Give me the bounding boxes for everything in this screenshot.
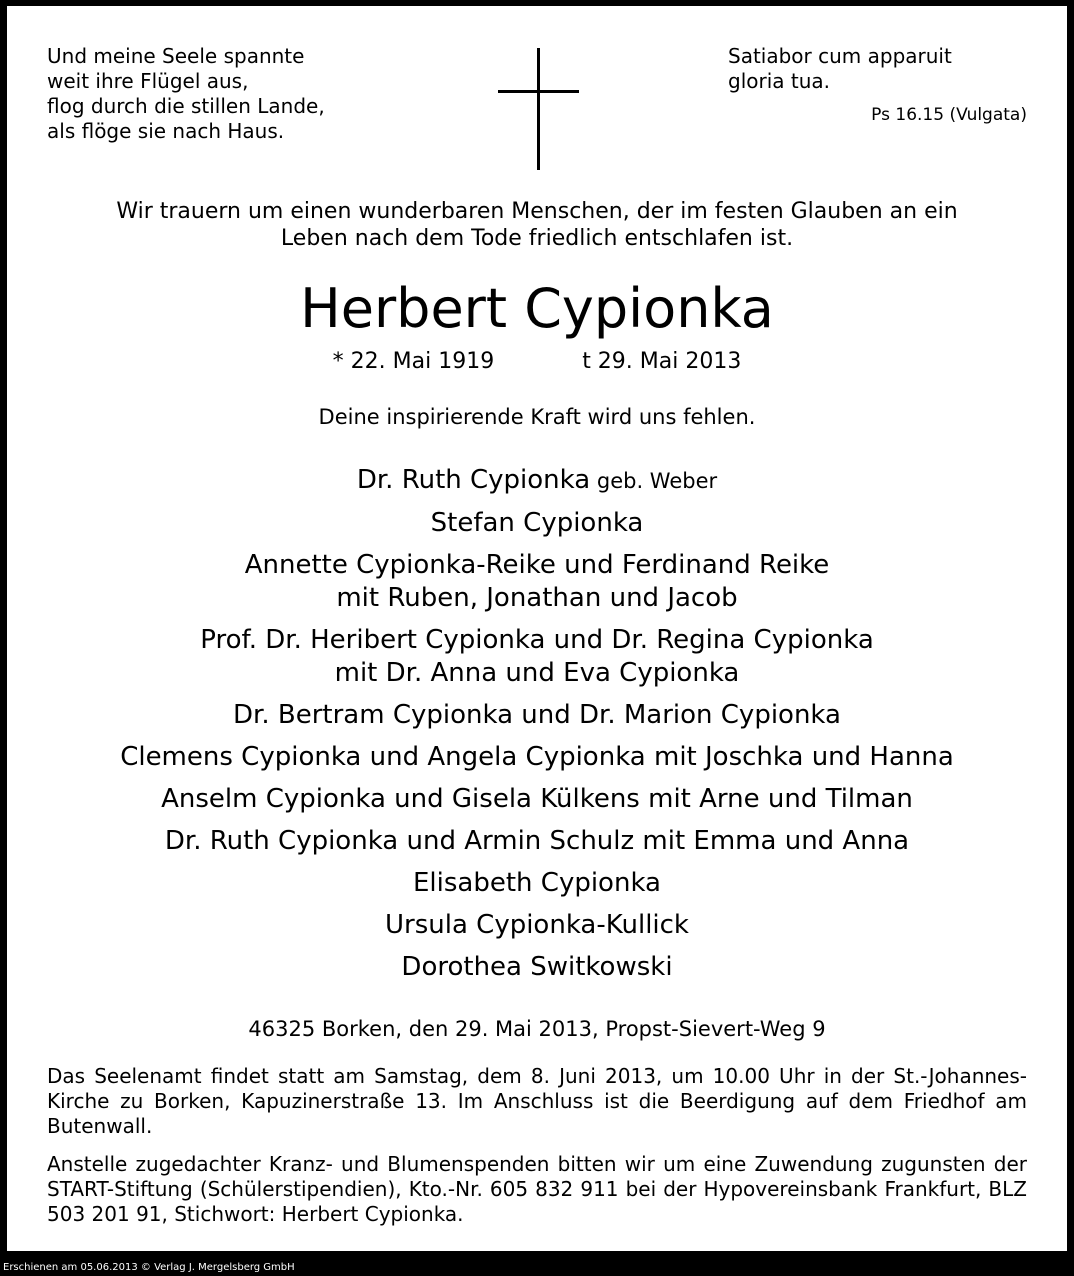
mourner-entry (7, 507, 1067, 540)
bible-reference: Ps 16.15 (Vulgata) (871, 105, 1027, 125)
cross-icon (537, 48, 540, 170)
bible-line: Satiabor cum apparuit (728, 44, 952, 68)
mourner-entry (7, 549, 1067, 615)
mourner-entry (7, 951, 1067, 984)
mourner-suffix: geb. Weber (590, 469, 718, 493)
mourner-name: Clemens Cypionka und Angela Cypionka mit Joschka und Hanna (120, 742, 954, 772)
mourner-entry (7, 783, 1067, 816)
cross-icon-bar (498, 90, 579, 93)
mourner-entry (7, 464, 1067, 498)
mourners-list (7, 464, 1067, 993)
mourner-name: Annette Cypionka-Reike und Ferdinand Reike (244, 550, 830, 580)
intro-line: Wir trauern um einen wunderbaren Menschen, der im festen Glauben an ein (116, 199, 958, 224)
mourner-name: Dr. Ruth Cypionka (356, 465, 591, 495)
birth-date: * 22. Mai 1919 (332, 349, 495, 374)
mourner-name: Dorothea Switkowski (401, 952, 673, 982)
mourner-entry (7, 741, 1067, 774)
publication-footer: Erschienen am 05.06.2013 © Verlag J. Mergelsberg GmbH (3, 1262, 295, 1273)
mourner-entry (7, 825, 1067, 858)
mourner-name: Stefan Cypionka (430, 508, 644, 538)
mourner-name: Elisabeth Cypionka (413, 868, 661, 898)
poem-line: weit ihre Flügel aus, (47, 69, 249, 93)
mourner-entry (7, 699, 1067, 732)
bible-verse (728, 44, 952, 94)
mourner-entry (7, 909, 1067, 942)
intro-line: Leben nach dem Tode friedlich entschlafen ist. (280, 226, 794, 251)
mourner-name: Anselm Cypionka und Gisela Külkens mit Arne und Tilman (161, 784, 913, 814)
donation-notice: Anstelle zugedachter Kranz- und Blumenspenden bitten wir um eine Zuwendung zugunsten der START-Stiftung (Schülerstipendien), Kto.-Nr. 605 832 911 bei der Hypovereinsbank Frankfurt, BLZ 503 201 91, Stichwort: Herbert Cypionka. (47, 1152, 1027, 1226)
service-notice: Das Seelenamt findet statt am Samstag, dem 8. Juni 2013, um 10.00 Uhr in der St.-Johannes-Kirche zu Borken, Kapuzinerstraße 13. Im Anschluss ist die Beerdigung auf dem Friedhof am Butenwall. (47, 1064, 1027, 1138)
obituary-card (7, 6, 1067, 1251)
mourner-entry (7, 624, 1067, 690)
mourner-children: mit Ruben, Jonathan und Jacob (336, 583, 738, 613)
poem-line: flog durch die stillen Lande, (47, 94, 325, 118)
poem-verse (47, 44, 325, 144)
mourner-name: Prof. Dr. Heribert Cypionka und Dr. Regina Cypionka (200, 625, 874, 655)
life-dates (7, 347, 1067, 377)
death-date: t 29. Mai 2013 (582, 349, 742, 374)
mourner-name: Ursula Cypionka-Kullick (385, 910, 689, 940)
poem-line: als flöge sie nach Haus. (47, 119, 285, 143)
mourner-name: Dr. Ruth Cypionka und Armin Schulz mit Emma und Anna (164, 826, 910, 856)
place-and-date: 46325 Borken, den 29. Mai 2013, Propst-Sievert-Weg 9 (248, 1017, 826, 1041)
poem-line: Und meine Seele spannte (47, 44, 305, 68)
bible-line: gloria tua. (728, 69, 831, 93)
deceased-name: Herbert Cypionka (300, 277, 774, 340)
memorial-quote: Deine inspirierende Kraft wird uns fehlen. (318, 405, 756, 429)
mourner-name: Dr. Bertram Cypionka und Dr. Marion Cypionka (233, 700, 841, 730)
mourner-children: mit Dr. Anna und Eva Cypionka (334, 658, 740, 688)
intro-text (7, 198, 1067, 252)
mourner-entry (7, 867, 1067, 900)
